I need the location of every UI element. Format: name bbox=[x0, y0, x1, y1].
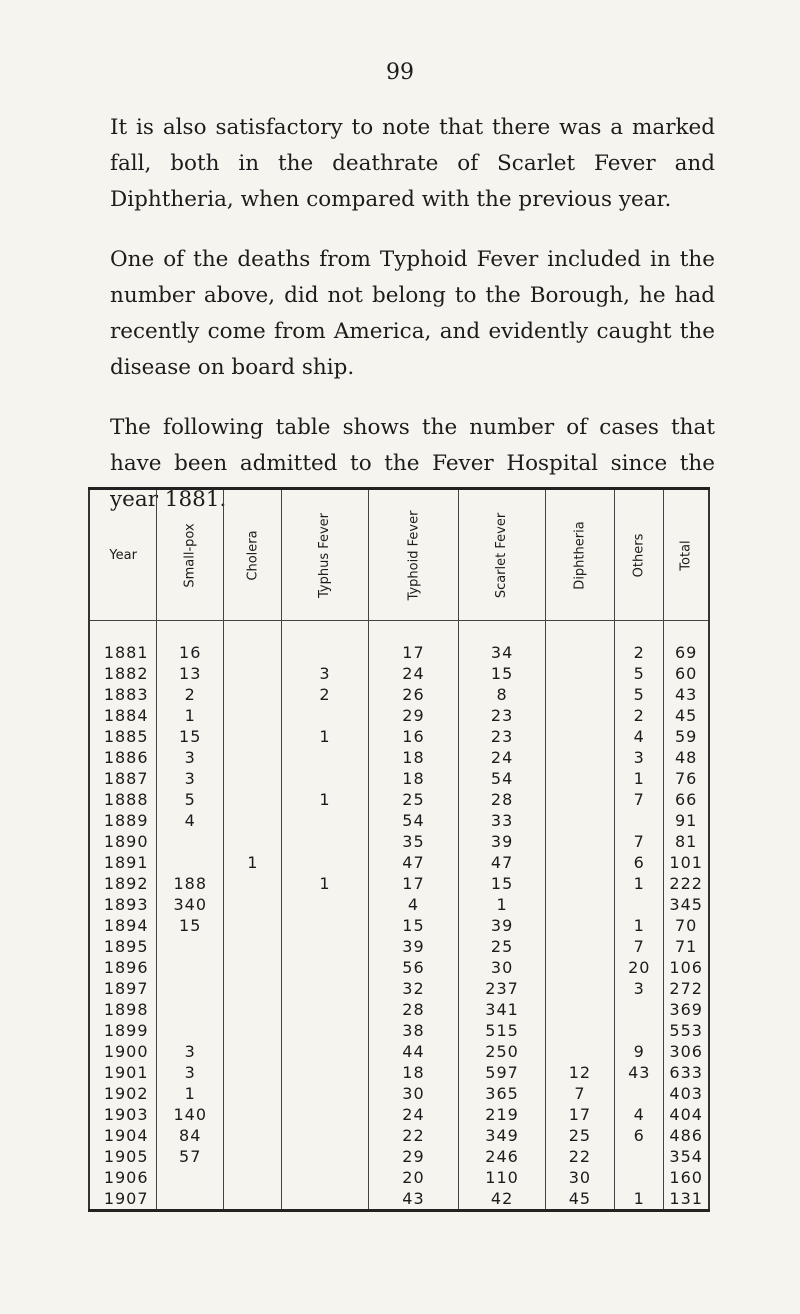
cell-diphtheria bbox=[545, 663, 614, 684]
cell-others: 1 bbox=[615, 1188, 664, 1211]
cell-typhoid-fever: 17 bbox=[368, 873, 459, 894]
table-row bbox=[89, 1188, 709, 1211]
cell-typhoid-fever: 24 bbox=[368, 663, 459, 684]
cell-others: 1 bbox=[615, 768, 664, 789]
cell-scarlet-fever: 597 bbox=[459, 1062, 545, 1083]
cell-typhoid-fever: 20 bbox=[368, 1167, 459, 1188]
cell-scarlet-fever: 237 bbox=[459, 978, 545, 999]
cell-scarlet-fever: 24 bbox=[459, 747, 545, 768]
table-row bbox=[89, 684, 709, 705]
table-row bbox=[89, 831, 709, 852]
table-row bbox=[89, 810, 709, 831]
cell-typhoid-fever: 24 bbox=[368, 1104, 459, 1125]
table-row bbox=[89, 1083, 709, 1104]
table-row bbox=[89, 957, 709, 978]
cell-typhoid-fever: 25 bbox=[368, 789, 459, 810]
column-header-total: Total bbox=[664, 489, 709, 621]
cell-small-pox: 188 bbox=[157, 873, 224, 894]
paragraph-1: It is also satisfactory to note that there was a marked fall, both in the deathrate of Scarlet Fever and Diphtheria, when compared with the previous year. bbox=[110, 115, 715, 212]
cell-small-pox bbox=[157, 831, 224, 852]
table-row bbox=[89, 768, 709, 789]
page-number: 99 bbox=[386, 60, 414, 85]
cell-small-pox bbox=[157, 957, 224, 978]
cell-diphtheria bbox=[545, 915, 614, 936]
cell-typhus-fever bbox=[282, 915, 368, 936]
cell-year: 1885 bbox=[103, 727, 149, 746]
cell-diphtheria: 7 bbox=[545, 1083, 614, 1104]
cell-diphtheria: 45 bbox=[545, 1188, 614, 1211]
cell-total: 354 bbox=[664, 1146, 709, 1167]
table-body bbox=[89, 621, 709, 1211]
cell-total: 59 bbox=[664, 726, 709, 747]
cell-typhus-fever bbox=[282, 894, 368, 915]
cell-year: 1883 bbox=[103, 685, 149, 704]
cell-diphtheria bbox=[545, 873, 614, 894]
cell-total: 272 bbox=[664, 978, 709, 999]
cell-diphtheria bbox=[545, 768, 614, 789]
cell-others: 3 bbox=[615, 978, 664, 999]
cell-year: 1894 bbox=[103, 916, 149, 935]
cell-diphtheria bbox=[545, 978, 614, 999]
table-row bbox=[89, 663, 709, 684]
cell-diphtheria bbox=[545, 705, 614, 726]
cell-typhus-fever bbox=[282, 957, 368, 978]
column-header-cholera: Cholera bbox=[224, 489, 282, 621]
cell-typhus-fever bbox=[282, 999, 368, 1020]
cell-cholera bbox=[224, 1146, 282, 1167]
cell-cholera bbox=[224, 768, 282, 789]
cell-small-pox bbox=[157, 1020, 224, 1041]
cell-cholera bbox=[224, 957, 282, 978]
fever-hospital-admissions-table bbox=[88, 487, 710, 1212]
cell-small-pox: 15 bbox=[157, 915, 224, 936]
cell-typhus-fever: 3 bbox=[282, 663, 368, 684]
cell-year: 1882 bbox=[103, 664, 149, 683]
cell-typhus-fever bbox=[282, 1062, 368, 1083]
cell-scarlet-fever: 1 bbox=[459, 894, 545, 915]
cell-typhoid-fever: 39 bbox=[368, 936, 459, 957]
cell-typhoid-fever: 16 bbox=[368, 726, 459, 747]
cell-typhoid-fever: 18 bbox=[368, 747, 459, 768]
cell-small-pox: 3 bbox=[157, 747, 224, 768]
cell-year: 1901 bbox=[103, 1063, 149, 1082]
cell-total: 160 bbox=[664, 1167, 709, 1188]
cell-year: 1884 bbox=[103, 706, 149, 725]
cell-typhus-fever bbox=[282, 1104, 368, 1125]
table-row bbox=[89, 642, 709, 663]
cell-cholera bbox=[224, 1083, 282, 1104]
paragraph-2: One of the deaths from Typhoid Fever included in the number above, did not belong to the Borough, he had recently come from America, and evidently caught the disease on board ship. bbox=[110, 247, 715, 380]
cell-others: 7 bbox=[615, 936, 664, 957]
table-row bbox=[89, 873, 709, 894]
cell-year: 1907 bbox=[103, 1189, 149, 1208]
cell-scarlet-fever: 250 bbox=[459, 1041, 545, 1062]
cell-scarlet-fever: 23 bbox=[459, 705, 545, 726]
cell-total: 101 bbox=[664, 852, 709, 873]
cell-others bbox=[615, 1083, 664, 1104]
table-row bbox=[89, 1041, 709, 1062]
cell-cholera bbox=[224, 1104, 282, 1125]
cell-typhoid-fever: 22 bbox=[368, 1125, 459, 1146]
cell-typhus-fever bbox=[282, 1167, 368, 1188]
table-row bbox=[89, 1104, 709, 1125]
cell-diphtheria: 17 bbox=[545, 1104, 614, 1125]
cell-small-pox bbox=[157, 978, 224, 999]
cell-cholera bbox=[224, 1062, 282, 1083]
cell-cholera bbox=[224, 999, 282, 1020]
cell-cholera bbox=[224, 1167, 282, 1188]
cell-typhus-fever: 1 bbox=[282, 726, 368, 747]
cell-total: 69 bbox=[664, 642, 709, 663]
cell-others bbox=[615, 999, 664, 1020]
cell-total: 48 bbox=[664, 747, 709, 768]
cell-others: 9 bbox=[615, 1041, 664, 1062]
cell-typhoid-fever: 44 bbox=[368, 1041, 459, 1062]
cell-typhoid-fever: 43 bbox=[368, 1188, 459, 1211]
cell-small-pox: 340 bbox=[157, 894, 224, 915]
cell-typhus-fever: 1 bbox=[282, 789, 368, 810]
table-row bbox=[89, 726, 709, 747]
cell-total: 404 bbox=[664, 1104, 709, 1125]
cell-scarlet-fever: 219 bbox=[459, 1104, 545, 1125]
cell-year: 1887 bbox=[103, 769, 149, 788]
table-row bbox=[89, 936, 709, 957]
column-header-scarlet-fever: Scarlet Fever bbox=[459, 489, 545, 621]
table-row bbox=[89, 1125, 709, 1146]
cell-total: 345 bbox=[664, 894, 709, 915]
cell-total: 66 bbox=[664, 789, 709, 810]
cell-total: 486 bbox=[664, 1125, 709, 1146]
cell-total: 71 bbox=[664, 936, 709, 957]
cell-year: 1881 bbox=[103, 643, 149, 662]
fever-hospital-table-container bbox=[88, 487, 710, 1212]
cell-diphtheria bbox=[545, 852, 614, 873]
cell-small-pox: 16 bbox=[157, 642, 224, 663]
cell-typhoid-fever: 47 bbox=[368, 852, 459, 873]
cell-typhoid-fever: 30 bbox=[368, 1083, 459, 1104]
cell-typhus-fever: 1 bbox=[282, 873, 368, 894]
cell-others bbox=[615, 1146, 664, 1167]
cell-others: 20 bbox=[615, 957, 664, 978]
cell-others: 5 bbox=[615, 684, 664, 705]
header-spacer-row bbox=[89, 621, 709, 643]
cell-typhus-fever bbox=[282, 1083, 368, 1104]
cell-diphtheria bbox=[545, 810, 614, 831]
table-row bbox=[89, 915, 709, 936]
cell-total: 553 bbox=[664, 1020, 709, 1041]
cell-year: 1906 bbox=[103, 1168, 149, 1187]
cell-typhus-fever bbox=[282, 831, 368, 852]
table-row bbox=[89, 999, 709, 1020]
cell-typhus-fever bbox=[282, 642, 368, 663]
cell-diphtheria: 12 bbox=[545, 1062, 614, 1083]
cell-typhoid-fever: 28 bbox=[368, 999, 459, 1020]
cell-typhus-fever bbox=[282, 1041, 368, 1062]
cell-scarlet-fever: 341 bbox=[459, 999, 545, 1020]
cell-cholera bbox=[224, 1125, 282, 1146]
cell-cholera bbox=[224, 1041, 282, 1062]
cell-scarlet-fever: 39 bbox=[459, 915, 545, 936]
cell-diphtheria bbox=[545, 936, 614, 957]
cell-others: 43 bbox=[615, 1062, 664, 1083]
cell-year: 1897 bbox=[103, 979, 149, 998]
column-header-typhoid-fever: Typhoid Fever bbox=[368, 489, 459, 621]
cell-typhoid-fever: 38 bbox=[368, 1020, 459, 1041]
cell-scarlet-fever: 54 bbox=[459, 768, 545, 789]
table-row bbox=[89, 1146, 709, 1167]
cell-diphtheria bbox=[545, 684, 614, 705]
cell-others bbox=[615, 894, 664, 915]
cell-scarlet-fever: 515 bbox=[459, 1020, 545, 1041]
cell-diphtheria: 22 bbox=[545, 1146, 614, 1167]
cell-year: 1892 bbox=[103, 874, 149, 893]
cell-year: 1890 bbox=[103, 832, 149, 851]
cell-diphtheria: 25 bbox=[545, 1125, 614, 1146]
cell-year: 1903 bbox=[103, 1105, 149, 1124]
cell-total: 91 bbox=[664, 810, 709, 831]
cell-typhus-fever bbox=[282, 852, 368, 873]
cell-total: 60 bbox=[664, 663, 709, 684]
cell-diphtheria bbox=[545, 726, 614, 747]
cell-diphtheria bbox=[545, 831, 614, 852]
cell-small-pox: 84 bbox=[157, 1125, 224, 1146]
cell-typhus-fever: 2 bbox=[282, 684, 368, 705]
cell-typhus-fever bbox=[282, 1146, 368, 1167]
cell-typhus-fever bbox=[282, 978, 368, 999]
cell-small-pox: 2 bbox=[157, 684, 224, 705]
cell-year: 1895 bbox=[103, 937, 149, 956]
body-text bbox=[110, 110, 715, 518]
cell-small-pox: 57 bbox=[157, 1146, 224, 1167]
cell-typhus-fever bbox=[282, 768, 368, 789]
cell-cholera bbox=[224, 1020, 282, 1041]
cell-year: 1888 bbox=[103, 790, 149, 809]
cell-cholera bbox=[224, 789, 282, 810]
cell-diphtheria bbox=[545, 1020, 614, 1041]
cell-typhoid-fever: 26 bbox=[368, 684, 459, 705]
cell-total: 81 bbox=[664, 831, 709, 852]
cell-cholera bbox=[224, 663, 282, 684]
cell-small-pox: 4 bbox=[157, 810, 224, 831]
cell-year: 1900 bbox=[103, 1042, 149, 1061]
cell-year: 1904 bbox=[103, 1126, 149, 1145]
cell-year: 1891 bbox=[103, 853, 149, 872]
cell-others: 2 bbox=[615, 705, 664, 726]
cell-scarlet-fever: 25 bbox=[459, 936, 545, 957]
cell-cholera bbox=[224, 936, 282, 957]
table-row bbox=[89, 789, 709, 810]
cell-typhoid-fever: 15 bbox=[368, 915, 459, 936]
cell-total: 403 bbox=[664, 1083, 709, 1104]
cell-others: 1 bbox=[615, 915, 664, 936]
cell-typhus-fever bbox=[282, 1125, 368, 1146]
cell-typhus-fever bbox=[282, 747, 368, 768]
cell-scarlet-fever: 34 bbox=[459, 642, 545, 663]
cell-scarlet-fever: 15 bbox=[459, 663, 545, 684]
cell-year: 1893 bbox=[103, 895, 149, 914]
cell-scarlet-fever: 28 bbox=[459, 789, 545, 810]
cell-small-pox: 140 bbox=[157, 1104, 224, 1125]
cell-year: 1902 bbox=[103, 1084, 149, 1103]
cell-total: 43 bbox=[664, 684, 709, 705]
cell-others: 7 bbox=[615, 831, 664, 852]
cell-small-pox: 3 bbox=[157, 1062, 224, 1083]
cell-others: 5 bbox=[615, 663, 664, 684]
cell-cholera bbox=[224, 978, 282, 999]
cell-scarlet-fever: 47 bbox=[459, 852, 545, 873]
table-row bbox=[89, 978, 709, 999]
cell-diphtheria bbox=[545, 747, 614, 768]
cell-typhus-fever bbox=[282, 705, 368, 726]
cell-diphtheria bbox=[545, 642, 614, 663]
cell-others bbox=[615, 1020, 664, 1041]
table-row bbox=[89, 894, 709, 915]
cell-small-pox bbox=[157, 1167, 224, 1188]
table-row bbox=[89, 852, 709, 873]
column-header-small-pox: Small-pox bbox=[157, 489, 224, 621]
cell-small-pox: 13 bbox=[157, 663, 224, 684]
cell-total: 369 bbox=[664, 999, 709, 1020]
cell-year: 1889 bbox=[103, 811, 149, 830]
column-header-year: Year bbox=[89, 489, 157, 621]
cell-cholera bbox=[224, 705, 282, 726]
cell-total: 70 bbox=[664, 915, 709, 936]
cell-cholera bbox=[224, 915, 282, 936]
cell-typhoid-fever: 4 bbox=[368, 894, 459, 915]
cell-typhoid-fever: 18 bbox=[368, 768, 459, 789]
cell-small-pox: 5 bbox=[157, 789, 224, 810]
cell-others: 4 bbox=[615, 726, 664, 747]
cell-year: 1898 bbox=[103, 1000, 149, 1019]
cell-year: 1896 bbox=[103, 958, 149, 977]
paragraph-3: The following table shows the number of cases that have been admitted to the Fever Hospital since the year 1881. bbox=[110, 415, 715, 512]
cell-cholera: 1 bbox=[224, 852, 282, 873]
cell-small-pox: 15 bbox=[157, 726, 224, 747]
cell-diphtheria bbox=[545, 1041, 614, 1062]
cell-scarlet-fever: 8 bbox=[459, 684, 545, 705]
cell-cholera bbox=[224, 873, 282, 894]
table-header-row bbox=[89, 489, 709, 621]
cell-cholera bbox=[224, 684, 282, 705]
cell-total: 222 bbox=[664, 873, 709, 894]
cell-year: 1886 bbox=[103, 748, 149, 767]
cell-others bbox=[615, 810, 664, 831]
column-header-others: Others bbox=[615, 489, 664, 621]
cell-year: 1905 bbox=[103, 1147, 149, 1166]
cell-scarlet-fever: 33 bbox=[459, 810, 545, 831]
cell-others: 1 bbox=[615, 873, 664, 894]
column-header-typhus-fever: Typhus Fever bbox=[282, 489, 368, 621]
cell-small-pox: 1 bbox=[157, 705, 224, 726]
cell-diphtheria bbox=[545, 957, 614, 978]
cell-scarlet-fever: 30 bbox=[459, 957, 545, 978]
cell-year: 1899 bbox=[103, 1021, 149, 1040]
cell-scarlet-fever: 39 bbox=[459, 831, 545, 852]
cell-small-pox: 3 bbox=[157, 1041, 224, 1062]
cell-small-pox bbox=[157, 936, 224, 957]
cell-total: 131 bbox=[664, 1188, 709, 1211]
cell-total: 633 bbox=[664, 1062, 709, 1083]
table-row bbox=[89, 1020, 709, 1041]
cell-cholera bbox=[224, 894, 282, 915]
cell-others bbox=[615, 1167, 664, 1188]
cell-total: 106 bbox=[664, 957, 709, 978]
cell-small-pox bbox=[157, 852, 224, 873]
cell-typhus-fever bbox=[282, 936, 368, 957]
cell-typhus-fever bbox=[282, 1020, 368, 1041]
cell-scarlet-fever: 42 bbox=[459, 1188, 545, 1211]
cell-cholera bbox=[224, 726, 282, 747]
cell-small-pox: 3 bbox=[157, 768, 224, 789]
cell-typhoid-fever: 17 bbox=[368, 642, 459, 663]
cell-typhoid-fever: 56 bbox=[368, 957, 459, 978]
cell-scarlet-fever: 23 bbox=[459, 726, 545, 747]
cell-diphtheria bbox=[545, 789, 614, 810]
cell-scarlet-fever: 15 bbox=[459, 873, 545, 894]
cell-scarlet-fever: 365 bbox=[459, 1083, 545, 1104]
cell-scarlet-fever: 349 bbox=[459, 1125, 545, 1146]
cell-typhoid-fever: 29 bbox=[368, 1146, 459, 1167]
cell-cholera bbox=[224, 810, 282, 831]
cell-typhoid-fever: 54 bbox=[368, 810, 459, 831]
cell-others: 3 bbox=[615, 747, 664, 768]
table-row bbox=[89, 1062, 709, 1083]
cell-typhoid-fever: 35 bbox=[368, 831, 459, 852]
cell-scarlet-fever: 246 bbox=[459, 1146, 545, 1167]
cell-cholera bbox=[224, 1188, 282, 1211]
cell-cholera bbox=[224, 642, 282, 663]
cell-others: 6 bbox=[615, 1125, 664, 1146]
cell-small-pox: 1 bbox=[157, 1083, 224, 1104]
table-row bbox=[89, 705, 709, 726]
cell-typhoid-fever: 29 bbox=[368, 705, 459, 726]
cell-cholera bbox=[224, 831, 282, 852]
table-row bbox=[89, 747, 709, 768]
cell-scarlet-fever: 110 bbox=[459, 1167, 545, 1188]
cell-others: 2 bbox=[615, 642, 664, 663]
cell-total: 76 bbox=[664, 768, 709, 789]
column-header-diphtheria: Diphtheria bbox=[545, 489, 614, 621]
cell-typhoid-fever: 32 bbox=[368, 978, 459, 999]
cell-small-pox bbox=[157, 1188, 224, 1211]
cell-diphtheria bbox=[545, 894, 614, 915]
cell-diphtheria bbox=[545, 999, 614, 1020]
cell-diphtheria: 30 bbox=[545, 1167, 614, 1188]
cell-small-pox bbox=[157, 999, 224, 1020]
cell-others: 6 bbox=[615, 852, 664, 873]
cell-others: 7 bbox=[615, 789, 664, 810]
cell-typhus-fever bbox=[282, 810, 368, 831]
cell-total: 45 bbox=[664, 705, 709, 726]
cell-others: 4 bbox=[615, 1104, 664, 1125]
cell-typhus-fever bbox=[282, 1188, 368, 1211]
cell-cholera bbox=[224, 747, 282, 768]
cell-total: 306 bbox=[664, 1041, 709, 1062]
table-row bbox=[89, 1167, 709, 1188]
cell-typhoid-fever: 18 bbox=[368, 1062, 459, 1083]
